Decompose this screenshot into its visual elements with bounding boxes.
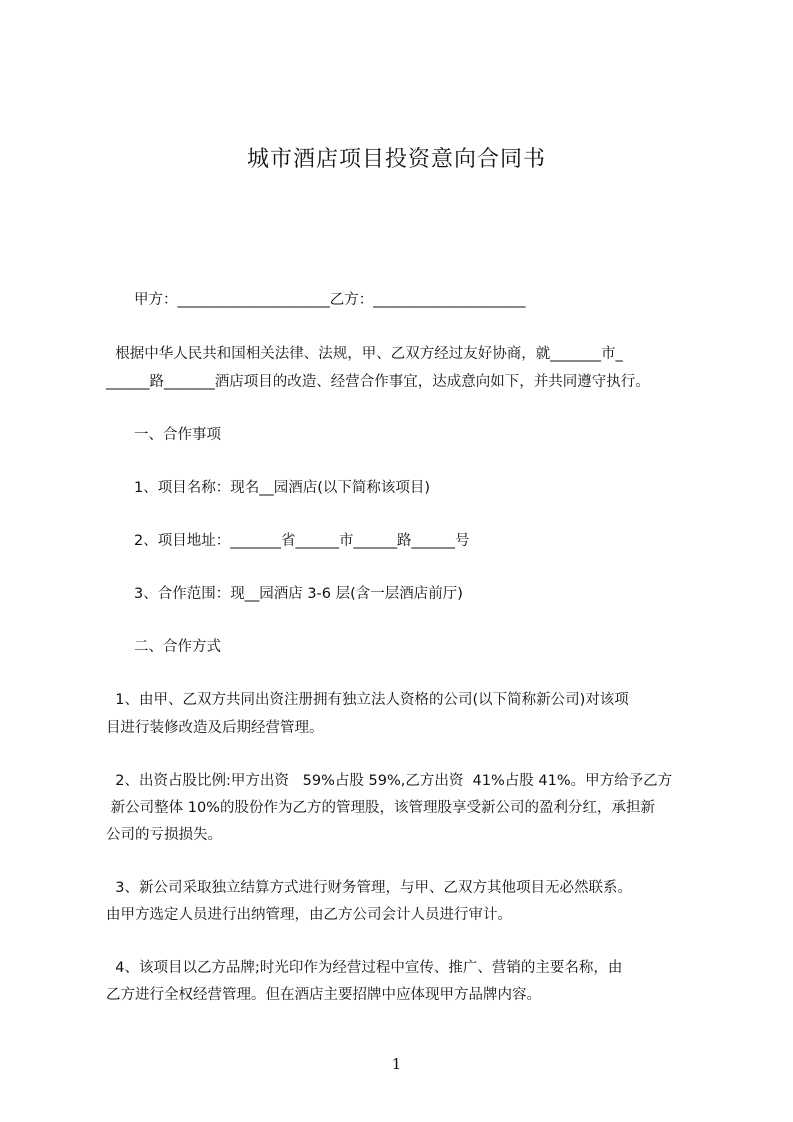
- method-2-line-2: 新公司整体 10%的股份作为乙方的管理股，该管理股享受新公司的盈利分红，承担新: [106, 800, 655, 816]
- intro-line-2: ______路_______酒店项目的改造、经营合作事宜，达成意向如下，并共同遵守执行。: [106, 374, 650, 390]
- method-2-line-3: 公司的亏损损失。: [106, 827, 222, 843]
- item-project-address: 2、项目地址：_______省______市______路______号: [134, 533, 470, 549]
- method-4-line-1: 4、该项目以乙方品牌;时光印作为经营过程中宣传、推广、营销的主要名称，由: [106, 960, 623, 976]
- item-cooperation-scope: 3、合作范围：现__园酒店 3-6 层(含一层酒店前厅): [134, 586, 463, 602]
- intro-line-1: 根据中华人民共和国相关法律、法规，甲、乙双方经过友好协商，就_______市_: [106, 346, 623, 362]
- method-4-line-2: 乙方进行全权经营管理。但在酒店主要招牌中应体现甲方品牌内容。: [106, 987, 541, 1003]
- item-project-name: 1、项目名称：现名__园酒店(以下简称该项目): [134, 480, 431, 496]
- section-heading-cooperation-method: 二、合作方式: [134, 639, 221, 655]
- method-1-line-2: 目进行装修改造及后期经营管理。: [106, 720, 324, 736]
- method-3-line-1: 3、新公司采取独立结算方式进行财务管理，与甲、乙双方其他项目无必然联系。: [106, 880, 632, 896]
- method-1-line-1: 1、由甲、乙双方共同出资注册拥有独立法人资格的公司(以下简称新公司)对该项: [106, 692, 629, 708]
- parties-line: 甲方：_____________________乙方：_____________________: [134, 292, 526, 308]
- method-3-line-2: 由甲方选定人员进行出纳管理，由乙方公司会计人员进行审计。: [106, 907, 512, 923]
- section-heading-cooperation-matters: 一、合作事项: [134, 427, 221, 443]
- method-2-line-1: 2、出资占股比例:甲方出资 59%占股 59%,乙方出资 41%占股 41%。甲方给予乙方: [106, 773, 673, 789]
- page-number: 1: [391, 1055, 402, 1073]
- document-title: 城市酒店项目投资意向合同书: [246, 147, 546, 172]
